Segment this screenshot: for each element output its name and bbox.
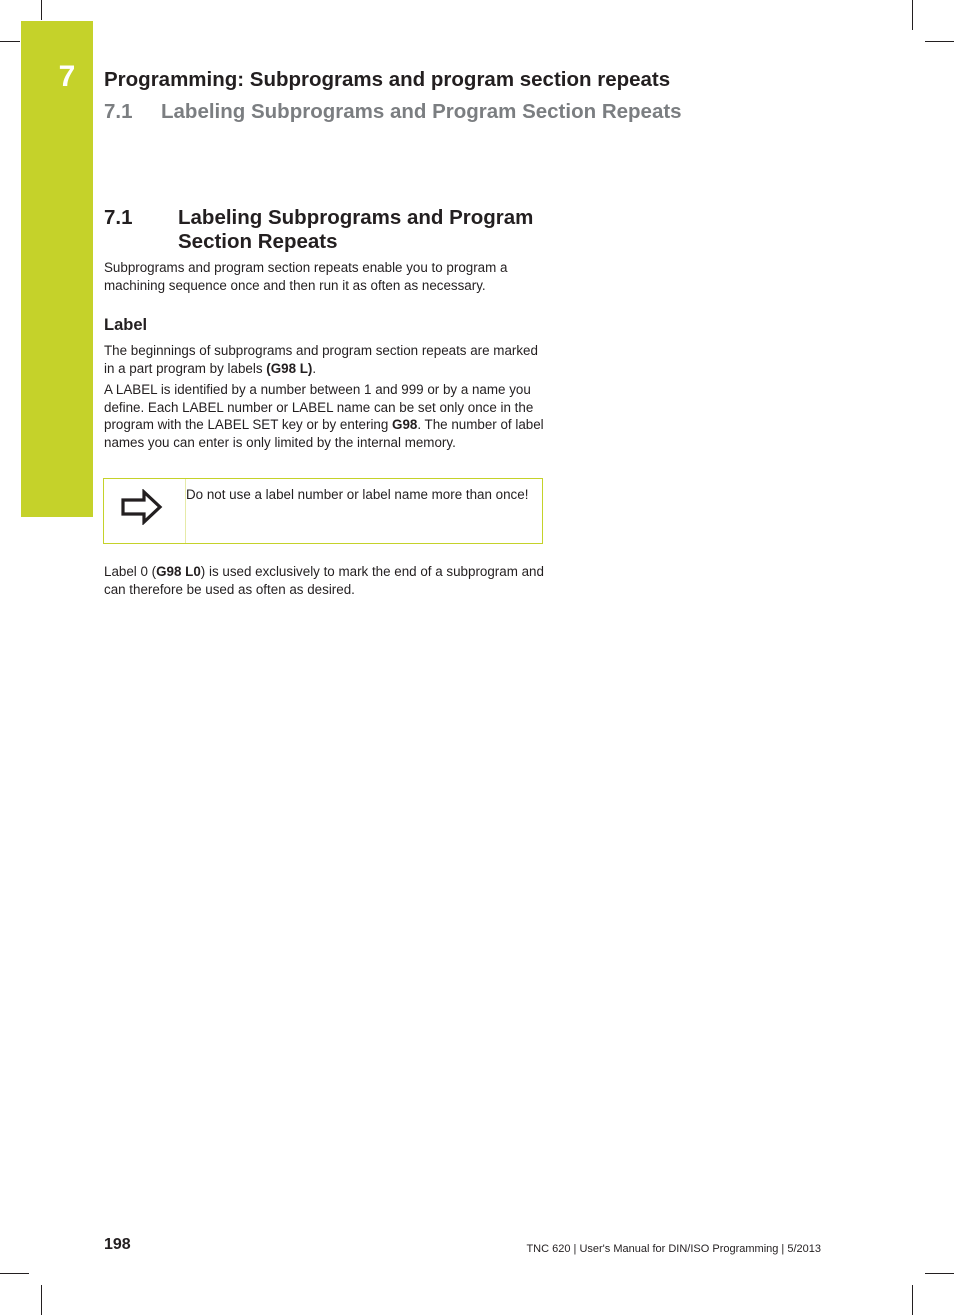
- crop-mark: [0, 1273, 29, 1274]
- running-section-header: [104, 99, 682, 125]
- p2-end: . The number of label names you can enter is only limited by the internal memory.: [104, 417, 544, 450]
- footer-text: TNC 620 | User's Manual for DIN/ISO Programming | 5/2013: [526, 1243, 821, 1255]
- running-section-title: Labeling Subprograms and Program Section Repeats: [161, 100, 682, 123]
- chapter-title: Programming: Subprograms and program section repeats: [104, 68, 671, 91]
- p1-end: .: [312, 360, 317, 376]
- page-number: 198: [104, 1236, 131, 1253]
- p3-bold-code: G98 L0: [156, 564, 201, 579]
- note-text: Do not use a label number or label name more than once!: [186, 487, 529, 502]
- section-title: Labeling Subprograms and Program Section Repeats: [178, 206, 534, 253]
- p1-text: The beginnings of subprograms and program section repeats are marked in a part program by labels: [104, 343, 538, 376]
- crop-mark: [925, 1273, 954, 1274]
- chapter-number: 7: [58, 60, 76, 93]
- label-heading: Label: [104, 316, 148, 334]
- p2-text: A LABEL is identified by a number between 1 and 999 or by a name you define. Each LABEL number or LABEL name can be set only once in the program with the LABEL SET key or by entering: [104, 382, 534, 432]
- arrow-right-icon: [121, 489, 163, 525]
- p1-bold-code: (G98 L): [266, 360, 313, 376]
- section-number: 7.1: [104, 206, 133, 229]
- p3-start: Label 0 (: [104, 564, 157, 579]
- crop-mark: [0, 41, 20, 42]
- label-paragraph-2: [104, 381, 546, 451]
- running-section-number: 7.1: [104, 100, 133, 123]
- crop-mark: [912, 0, 913, 30]
- crop-mark: [41, 0, 42, 20]
- section-heading: [104, 206, 564, 254]
- label-paragraph-3: [104, 563, 546, 598]
- p2-bold-code: G98: [392, 417, 418, 432]
- crop-mark: [912, 1285, 913, 1315]
- p3-end: ) is used exclusively to mark the end of a subprogram and can therefore be used as often as desired.: [104, 564, 544, 597]
- label-paragraph-1: [104, 342, 546, 377]
- intro-paragraph: Subprograms and program section repeats enable you to program a machining sequence once and then run it as often as necessary.: [104, 260, 508, 293]
- note-box: [103, 478, 543, 544]
- crop-mark: [925, 41, 954, 42]
- crop-mark: [41, 1285, 42, 1315]
